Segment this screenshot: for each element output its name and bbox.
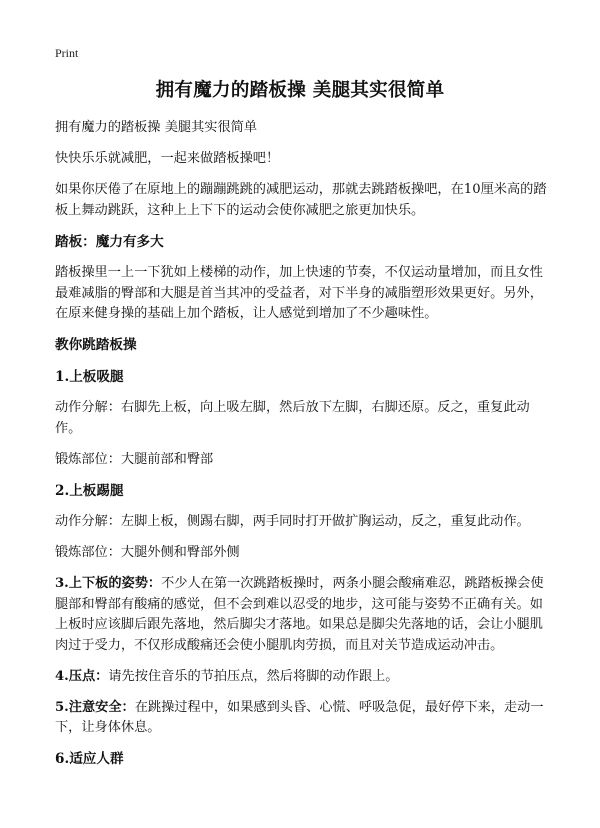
print-label[interactable]: Print (55, 46, 79, 60)
step-1-action: 动作分解：右脚先上板，向上吸左脚，然后放下左脚，右脚还原。反之，重复此动作。 (55, 400, 530, 436)
section-heading-magic: 踏板：魔力有多大 (55, 233, 164, 250)
tip-3-text: 不少人在第一次跳踏板操时，两条小腿会酸痛难忍，跳踏板操会使腿部和臀部有酸痛的感觉，但不会到难以忍受的地步，这可能与姿势不正确有关。如上板时应该脚后跟先落地，然后脚尖才落地。如果总是脚尖先落地的话，会让小腿肌肉过于受力，不仅形成酸痛还会使小腿肌肉劳损，而且对关节造成运动冲击。 (55, 576, 544, 653)
tip-5-label: 5.注意安全： (55, 699, 135, 715)
article-body (55, 118, 547, 781)
section-heading-howto: 教你跳踏板操 (55, 337, 137, 353)
intro-paragraph-1: 快快乐乐就减肥，一起来做踏板操吧！ (55, 151, 280, 166)
section-heading-audience: 6.适应人群 (55, 751, 124, 767)
step-1-heading: 1.上板吸腿 (55, 368, 124, 385)
intro-paragraph-2: 如果你厌倦了在原地上的蹦蹦跳跳的减肥运动，那就去跳踏板操吧，在10厘米高的踏板上舞动跳跃，这种上上下下的运动会使你减肥之旅更加快乐。 (55, 182, 547, 218)
step-2-heading: 2.上板踢腿 (55, 482, 124, 499)
tip-3-paragraph (55, 574, 547, 656)
step-2-target: 锻炼部位：大腿外侧和臀部外侧 (55, 545, 240, 560)
tip-5-text: 在跳操过程中，如果感到头昏、心慌、呼吸急促，最好停下来，走动一下，让身体休息。 (55, 699, 544, 735)
subtitle: 拥有魔力的踏板操 美腿其实很简单 (55, 120, 258, 135)
section-body-magic: 踏板操里一上一下犹如上楼梯的动作，加上快速的节奏，不仅运动量增加，而且女性最难减脂的臀部和大腿是首当其冲的受益者，对下半身的减脂塑形效果更好。另外，在原来健身操的基础上加个踏板，让人感觉到增加了不少趣味性。 (55, 265, 543, 321)
step-1-target: 锻炼部位：大腿前部和臀部 (55, 451, 214, 467)
tip-4-text: 请先按住音乐的节拍压点，然后将脚的动作跟上。 (108, 668, 399, 684)
article-title: 拥有魔力的踏板操 美腿其实很简单 (155, 80, 445, 101)
tip-3-label: 3.上下板的姿势： (55, 576, 162, 591)
step-2-action: 动作分解：左脚上板，侧踢右脚，两手同时打开做扩胸运动，反之，重复此动作。 (55, 514, 530, 529)
tip-4-paragraph (55, 667, 547, 688)
tip-5-paragraph (55, 698, 547, 739)
tip-4-label: 4.压点： (55, 668, 109, 684)
